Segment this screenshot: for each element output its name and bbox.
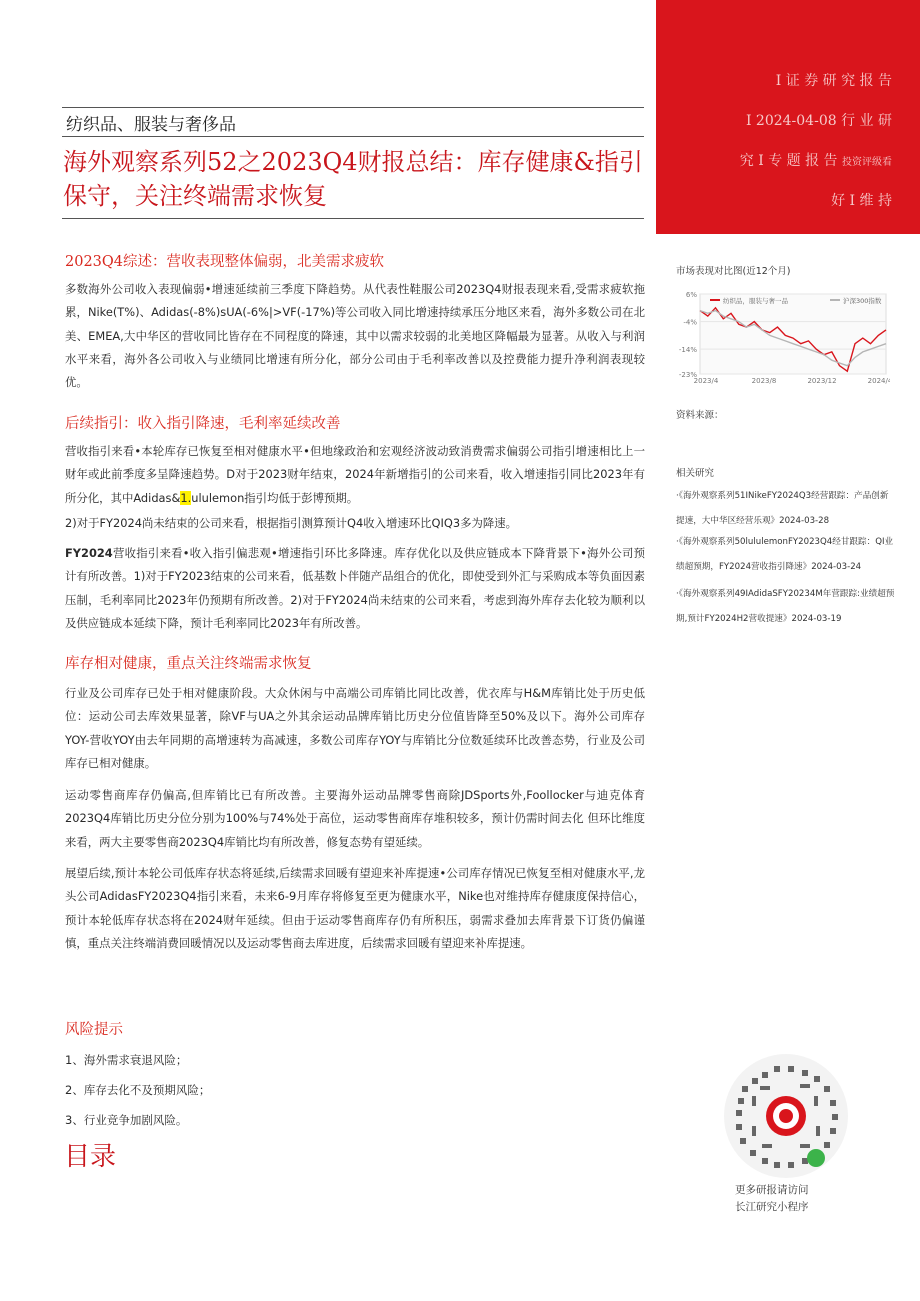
- qr-caption: [735, 1182, 809, 1216]
- legend-label: 沪深300指数: [843, 297, 882, 305]
- paragraph: 展望后续,预计本轮公司低库存状态将延续,后续需求回暖有望迎来补库提速•公司库存情况已恢复至相对健康水平,龙头公司AdidasFY2023Q4指引来看，未来6-9月库存将修复至更为健康水平，Nike也对维持库存健康度保持信心，预计本轮低库存状态将在2024财年延续。但由于运动零售商库存仍有所积压，弱需求叠加去库背景下订货仍偏谨慎，重点关注终端消费回暖情况以及运动零售商去库进度，后续需求回暖有望迎来补库提速。: [65, 866, 645, 950]
- legend-label: 纺织品，服装与奢一品: [723, 297, 788, 305]
- y-tick-label: -14%: [678, 346, 697, 355]
- chart-label: 市场表现对比图(近12个月): [676, 266, 791, 277]
- highlight-mark: 1.: [180, 490, 192, 505]
- x-tick-label: 2023/4: [693, 377, 719, 385]
- qr-caption-line: 长江研究小程序: [735, 1201, 809, 1213]
- report-type-box: [656, 0, 920, 234]
- section-heading-inventory: 库存相对健康，重点关注终端需求恢复: [65, 656, 312, 672]
- rating-line: 好 I 维 持: [831, 193, 892, 209]
- chart-source: 资料来源：: [676, 410, 724, 421]
- paragraph: 行业及公司库存已处于相对健康阶段。大众休闲与中高端公司库销比同比改善，优衣库与H&M库销比处于历史低位：运动公司去库效果显著，除VF与UA之外其余运动品牌库销比历史分位值皆降至50%及以下。海外公司库存YOY-营收YOY由去年同期的高增速转为高减速，多数公司库存YOY与库销比分位数延续环比改善态势，行业及公司库存已相对健康。: [65, 686, 645, 770]
- report-type-line: I 证 券 研 究 报 告: [775, 73, 892, 89]
- plot-area: [700, 294, 886, 374]
- paragraph: 运动零售商库存仍偏高,但库销比已有所改善。主要海外运动品牌零售商除JDSports外,Foollocker与迪克体育2023Q4库销比历史分位分别为100%与74%处于高位，运动零售商库存堆积较多，预计仍需时间去化 但环比维度来看，两大主要零售商2023Q4库销比均有所改善，修复态势有望延续。: [65, 788, 645, 849]
- related-item[interactable]: ·《海外观察系列49IAdidaSFY20234M年营跟踪:业绩超预期,预计FY2024H2营收提速》2024-03-19: [676, 589, 895, 624]
- y-tick-label: -4%: [683, 318, 697, 327]
- toc-heading: 目录: [64, 1142, 117, 1172]
- header-rule-bottom: [62, 218, 644, 219]
- x-tick-label: 2023/8: [751, 377, 777, 385]
- x-tick-label: 2023/12: [807, 377, 837, 385]
- y-tick-label: 6%: [685, 291, 697, 299]
- header-rule-mid: [62, 136, 644, 137]
- qr-code-icon: [722, 1052, 850, 1180]
- section-heading-summary: 2023Q4综述：营收表现整体偏弱，北美需求疲软: [65, 254, 385, 270]
- paragraph: 2)对于FY2024尚未结束的公司来看，根据指引测算预计Q4收入增速环比QIQ3多为降速。: [65, 516, 518, 530]
- market-chart: [676, 286, 890, 386]
- risk-heading: 风险提示: [65, 1022, 123, 1038]
- industry-category: 纺织品、服装与奢侈品: [66, 115, 236, 135]
- header-rule-top: [62, 107, 644, 108]
- risk-item: 3、行业竞争加剧风险。: [65, 1113, 188, 1127]
- report-date-line: I 2024-04-08 行 业 研: [745, 113, 892, 129]
- mini-program-qr-code[interactable]: [722, 1052, 850, 1180]
- related-item[interactable]: ·《海外观察系列50lululemonFY2023Q4经甘跟踪：QI业绩超预期，FY2024营收指引降速》2024-03-24: [676, 537, 894, 572]
- paragraph: 多数海外公司收入表现偏弱•增速延续前三季度下降趋势。从代表性鞋服公司2023Q4财报表现来看,受需求疲软拖累，Nike(T%)、Adidas(-8%)sUA(-6%|>VF(-17%)等公司收入同比增速持续承压分地区来看，海外多数公司在北美、EMEA,大中华区的营收同比皆存在不同程度的降速，其中以需求较弱的北美地区降幅最为显著。从收入与利润水平来看，海外各公司收入与业绩同比增速有所分化，部分公司由于毛利率改善以及控费能力提升净利润表现较优。: [65, 282, 645, 390]
- qr-caption-line: 更多研报请访问: [735, 1184, 809, 1196]
- x-tick-label: 2024/4: [867, 377, 890, 385]
- report-subtype-line: 究 I 专 题 报 告 投资评级看: [739, 153, 892, 169]
- section-heading-guidance: 后续指引：收入指引降速，毛利率延续改善: [65, 416, 341, 432]
- risk-item: 1、海外需求衰退风险；: [65, 1053, 188, 1067]
- risk-item: 2、库存去化不及预期风险；: [65, 1083, 211, 1097]
- related-item[interactable]: ·《海外观察系列51INikeFY2024Q3经营跟踪：产品创新提速，大中华区经营乐观》2024-03-28: [676, 491, 889, 526]
- related-heading: 相关研究: [676, 468, 715, 479]
- paragraph: 营收指引来看•本轮库存已恢复至相对健康水平•但地缘政治和宏观经济波动致消费需求偏弱公司指引增速相比上一财年或此前季度多呈降速趋势。D对于2023财年结束，2024年新增指引的公司来看，收入增速指引同比2023年有所分化，其中Adidas&1.ululemon指引均低于彭博预期。: [65, 444, 645, 505]
- paragraph: FY2024营收指引来看•收入指引偏悲观•增速指引环比多降速。库存优化以及供应链成本下降背景下•海外公司预计有所改善。1)对于FY2023结束的公司来看，低基数卜伴随产品组合的优化，即使受到外汇与采购成本等负面因素压制，毛利率同比2023年仍预期有所改善。2)对于FY2024尚未结束的公司来看，考虑到海外库存去化较为顺利以及供应链成本延续下降，预计毛利率同比2023年有所改善。: [65, 546, 645, 630]
- report-title: 海外观察系列52之2023Q4财报总结：库存健康&指引保守，关注终端需求恢复: [63, 148, 643, 210]
- market-performance-chart: [676, 286, 890, 386]
- y-tick-label: -23%: [678, 371, 697, 379]
